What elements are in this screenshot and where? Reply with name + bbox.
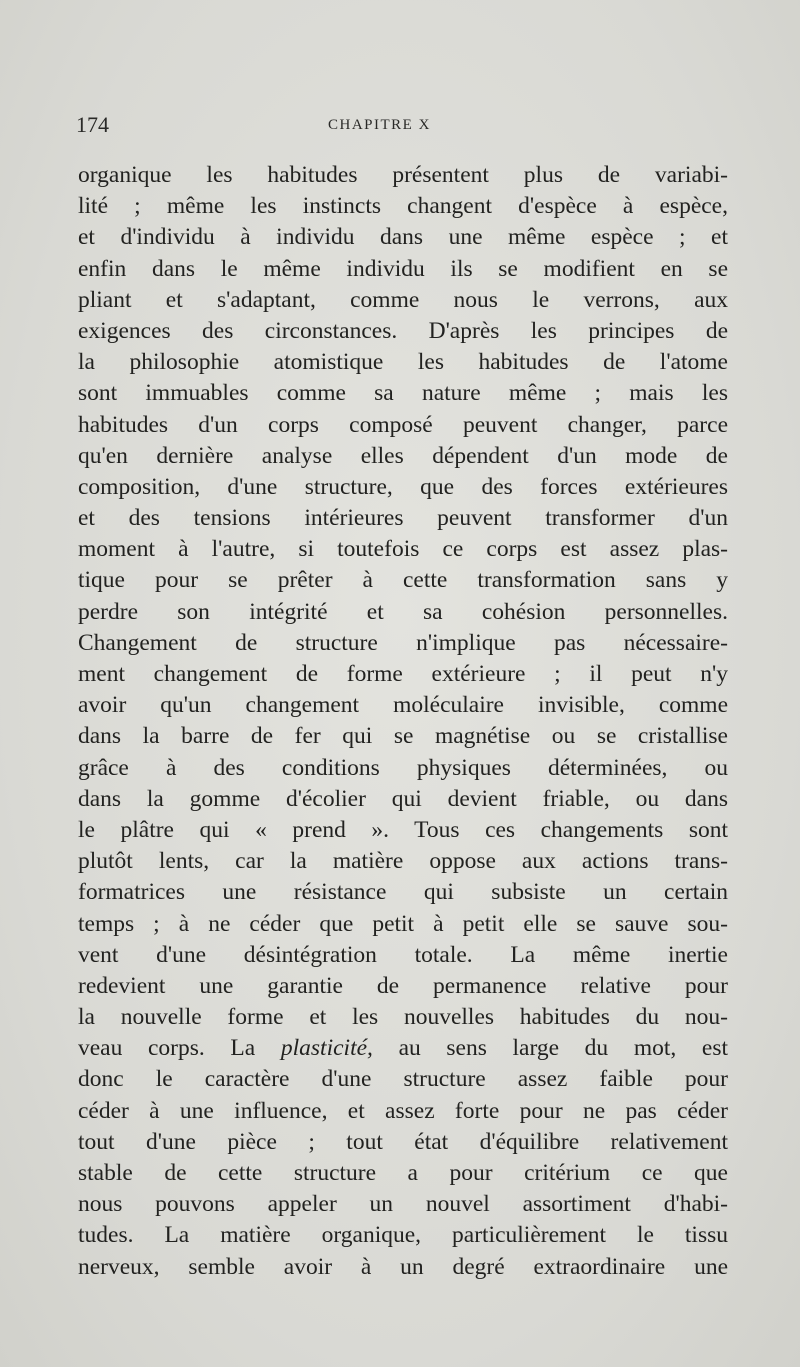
- text-line: la nouvelle forme et les nouvelles habitudes du nou-: [78, 1004, 728, 1031]
- chapter-title: CHAPITRE X: [328, 117, 431, 133]
- text-line: enfin dans le même individu ils se modifient en se: [78, 255, 728, 282]
- text-line: qu'en dernière analyse elles dépendent d'un mode de: [78, 442, 728, 469]
- text-line: tique pour se prêter à cette transformation sans y: [78, 567, 728, 594]
- text-line: et des tensions intérieures peuvent transformer d'un: [78, 505, 728, 532]
- text-line: tudes. La matière organique, particulièrement le tissu: [78, 1222, 728, 1249]
- text-line: nous pouvons appeler un nouvel assortiment d'habi-: [78, 1191, 728, 1218]
- text-line: organique les habitudes présentent plus de variabi-: [78, 162, 728, 188]
- text-line: grâce à des conditions physiques déterminées, ou: [78, 754, 728, 781]
- text-line: nerveux, semble avoir à un degré extraordinaire une: [78, 1253, 728, 1280]
- text-line: stable de cette structure a pour critérium ce que: [78, 1160, 728, 1186]
- text-line: perdre son intégrité et sa cohésion personnelles.: [78, 598, 728, 625]
- text-line: habitudes d'un corps composé peuvent changer, parce: [78, 411, 728, 438]
- text-line-with-italic: [78, 1033, 728, 1064]
- text-line: céder à une influence, et assez forte pour ne pas céder: [78, 1097, 728, 1124]
- text-line: la philosophie atomistique les habitudes de l'atome: [78, 349, 728, 376]
- page-number: 174: [76, 112, 109, 137]
- text-line: formatrices une résistance qui subsiste un certain: [78, 879, 728, 906]
- text-line: ment changement de forme extérieure ; il peut n'y: [78, 661, 728, 687]
- text-line: sont immuables comme sa nature même ; mais les: [78, 380, 728, 407]
- text-line: pliant et s'adaptant, comme nous le verrons, aux: [78, 286, 728, 313]
- text-line: lité ; même les instincts changent d'espèce à espèce,: [78, 193, 728, 220]
- text-line: vent d'une désintégration totale. La même inertie: [78, 941, 728, 968]
- text-line: avoir qu'un changement moléculaire invisible, comme: [78, 692, 728, 719]
- text-line: Changement de structure n'implique pas nécessaire-: [78, 629, 728, 656]
- text-segment: au sens large du mot, est: [398, 1035, 729, 1062]
- running-header: [76, 112, 726, 142]
- text-line: redevient une garantie de permanence relative pour: [78, 972, 728, 999]
- text-line: moment à l'autre, si toutefois ce corps est assez plas-: [78, 536, 728, 563]
- text-line: donc le caractère d'une structure assez faible pour: [78, 1066, 728, 1093]
- text-line: temps ; à ne céder que petit à petit elle se sauve sou-: [78, 910, 728, 937]
- text-segment: veau corps. La: [78, 1035, 256, 1062]
- text-line: plutôt lents, car la matière oppose aux actions trans-: [78, 848, 728, 875]
- text-line: et d'individu à individu dans une même espèce ; et: [78, 224, 728, 251]
- body-text: [78, 160, 728, 1283]
- text-line: composition, d'une structure, que des forces extérieures: [78, 473, 728, 500]
- italic-term: plasticité,: [280, 1035, 373, 1062]
- text-line: le plâtre qui « prend ». Tous ces changements sont: [78, 816, 728, 843]
- text-line: exigences des circonstances. D'après les principes de: [78, 317, 728, 344]
- text-line: tout d'une pièce ; tout état d'équilibre relativement: [78, 1128, 728, 1155]
- text-line: dans la gomme d'écolier qui devient friable, ou dans: [78, 785, 728, 812]
- text-line: dans la barre de fer qui se magnétise ou se cristallise: [78, 723, 728, 750]
